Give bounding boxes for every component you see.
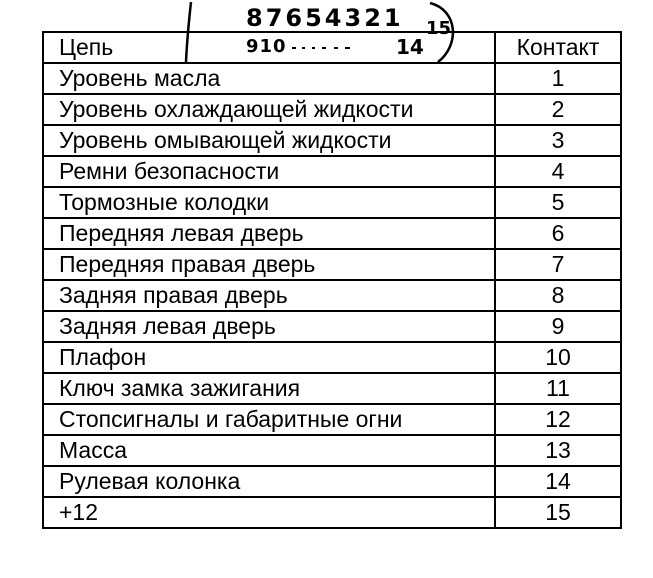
table-row <box>43 218 621 249</box>
pin-numbers-bottom-row: 910 <box>246 36 287 57</box>
contact-number-cell: 10 <box>495 342 621 373</box>
header-contact: Контакт <box>495 32 621 63</box>
table-row <box>43 125 621 156</box>
pin-number-14: 14 <box>396 35 424 59</box>
table-row <box>43 187 621 218</box>
contact-number-cell: 5 <box>495 187 621 218</box>
header-circuit: Цепь <box>43 32 495 63</box>
circuit-name-cell: Рулевая колонка <box>43 466 495 497</box>
circuit-name-cell: Передняя левая дверь <box>43 218 495 249</box>
contact-number-cell: 14 <box>495 466 621 497</box>
table-header-row <box>43 32 621 63</box>
contact-number-cell: 4 <box>495 156 621 187</box>
table-row <box>43 94 621 125</box>
contact-number-cell: 8 <box>495 280 621 311</box>
table-row <box>43 435 621 466</box>
circuit-name-cell: Стопсигналы и габаритные огни <box>43 404 495 435</box>
circuit-name-cell: Масса <box>43 435 495 466</box>
circuit-name-cell: Уровень масла <box>43 63 495 94</box>
table-row <box>43 466 621 497</box>
contact-number-cell: 11 <box>495 373 621 404</box>
contact-number-cell: 2 <box>495 94 621 125</box>
circuit-name-cell: Ремни безопасности <box>43 156 495 187</box>
table-row <box>43 249 621 280</box>
circuit-name-cell: Уровень охлаждающей жидкости <box>43 94 495 125</box>
contact-number-cell: 1 <box>495 63 621 94</box>
table-row <box>43 311 621 342</box>
contact-number-cell: 9 <box>495 311 621 342</box>
pinout-table-body <box>43 32 621 528</box>
table-row <box>43 497 621 528</box>
contact-number-cell: 6 <box>495 218 621 249</box>
contact-number-cell: 15 <box>495 497 621 528</box>
table-row <box>43 63 621 94</box>
contact-number-cell: 3 <box>495 125 621 156</box>
circuit-name-cell: Ключ замка зажигания <box>43 373 495 404</box>
circuit-name-cell: Плафон <box>43 342 495 373</box>
table-row <box>43 280 621 311</box>
contact-number-cell: 7 <box>495 249 621 280</box>
table-row <box>43 156 621 187</box>
circuit-name-cell: Тормозные колодки <box>43 187 495 218</box>
table-row <box>43 342 621 373</box>
contact-number-cell: 12 <box>495 404 621 435</box>
contact-number-cell: 13 <box>495 435 621 466</box>
table-row <box>43 404 621 435</box>
circuit-name-cell: +12 <box>43 497 495 528</box>
table-row <box>43 373 621 404</box>
pin-numbers-top-row: 87654321 <box>246 4 404 32</box>
pin-number-15: 15 <box>426 18 452 39</box>
circuit-name-cell: Передняя правая дверь <box>43 249 495 280</box>
circuit-name-cell: Задняя левая дверь <box>43 311 495 342</box>
circuit-name-cell: Уровень омывающей жидкости <box>43 125 495 156</box>
pinout-table <box>42 31 622 529</box>
circuit-name-cell: Задняя правая дверь <box>43 280 495 311</box>
